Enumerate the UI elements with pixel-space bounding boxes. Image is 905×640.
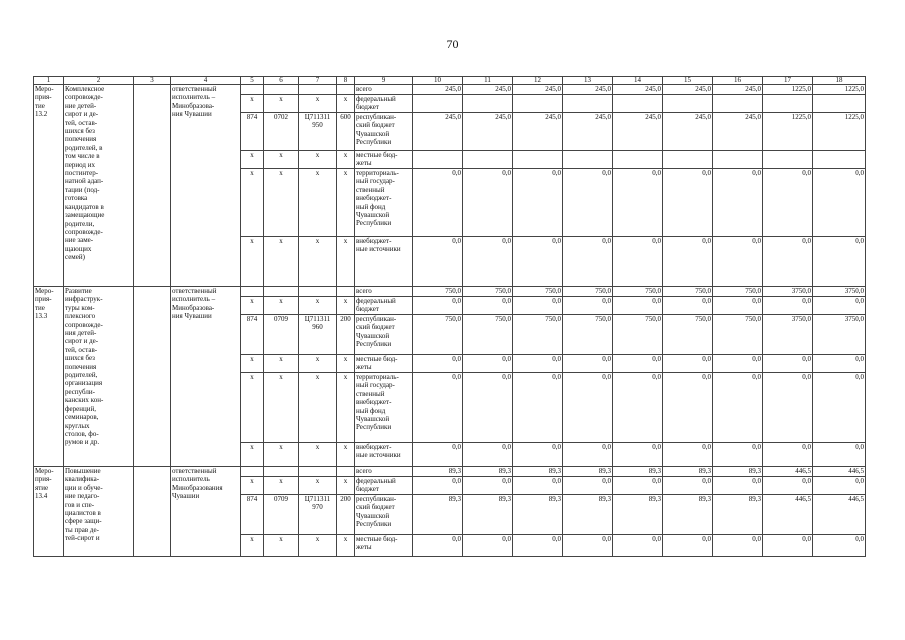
amount-cell: 0,0: [663, 477, 713, 495]
expense-type-code: 600: [337, 113, 355, 151]
section-code: x: [264, 237, 299, 287]
amount-cell: 89,3: [413, 495, 463, 535]
admin-code: 874: [241, 113, 264, 151]
target-code: x: [299, 151, 337, 169]
column-number-14: 14: [613, 77, 663, 85]
amount-cell: 750,0: [563, 315, 613, 355]
amount-cell: 1225,0: [813, 113, 866, 151]
amount-cell: 750,0: [463, 287, 513, 297]
amount-cell: 245,0: [713, 85, 763, 95]
amount-cell: 0,0: [713, 237, 763, 287]
amount-cell: 3750,0: [813, 287, 866, 297]
funding-source: федеральный бюджет: [355, 95, 413, 113]
amount-cell: 89,3: [463, 495, 513, 535]
amount-cell: 0,0: [513, 535, 563, 557]
column-number-9: 9: [355, 77, 413, 85]
amount-cell: 0,0: [513, 373, 563, 443]
amount-cell: 0,0: [663, 237, 713, 287]
amount-cell: 0,0: [613, 237, 663, 287]
target-code: Ц711311 950: [299, 113, 337, 151]
amount-cell: 0,0: [813, 355, 866, 373]
funding-source: территориаль- ный государ- ственный внебюджет- ный фонд Чувашской Республики: [355, 169, 413, 237]
amount-cell: [563, 95, 613, 113]
amount-cell: 0,0: [463, 297, 513, 315]
section-code: x: [264, 151, 299, 169]
section-code: [264, 287, 299, 297]
amount-cell: 89,3: [663, 467, 713, 477]
amount-cell: 750,0: [563, 287, 613, 297]
amount-cell: 245,0: [463, 85, 513, 95]
amount-cell: 89,3: [663, 495, 713, 535]
funding-source: местные бюд- жеты: [355, 151, 413, 169]
column-number-11: 11: [463, 77, 513, 85]
amount-cell: 89,3: [563, 467, 613, 477]
amount-cell: 89,3: [463, 467, 513, 477]
target-code: [299, 85, 337, 95]
amount-cell: [513, 95, 563, 113]
funding-source: республикан- ский бюджет Чувашской Республики: [355, 495, 413, 535]
admin-code: x: [241, 297, 264, 315]
section-code: x: [264, 443, 299, 467]
amount-cell: 0,0: [813, 373, 866, 443]
amount-cell: 3750,0: [763, 315, 813, 355]
amount-cell: 0,0: [413, 169, 463, 237]
amount-cell: 0,0: [663, 535, 713, 557]
target-code: Ц711311 970: [299, 495, 337, 535]
amount-cell: 0,0: [813, 297, 866, 315]
amount-cell: 3750,0: [813, 315, 866, 355]
amount-cell: 0,0: [513, 297, 563, 315]
amount-cell: 750,0: [413, 287, 463, 297]
column-3-empty: [134, 287, 171, 467]
header-row: [34, 77, 866, 85]
amount-cell: 446,5: [763, 467, 813, 477]
amount-cell: 0,0: [613, 535, 663, 557]
section-code: [264, 85, 299, 95]
amount-cell: 245,0: [513, 113, 563, 151]
amount-cell: 89,3: [613, 495, 663, 535]
amount-cell: 750,0: [613, 287, 663, 297]
amount-cell: 0,0: [663, 297, 713, 315]
column-number-10: 10: [413, 77, 463, 85]
amount-cell: 0,0: [563, 535, 613, 557]
section-code: 0702: [264, 113, 299, 151]
amount-cell: 0,0: [763, 373, 813, 443]
target-code: x: [299, 237, 337, 287]
amount-cell: 0,0: [763, 237, 813, 287]
expense-type-code: 200: [337, 315, 355, 355]
amount-cell: 0,0: [613, 169, 663, 237]
funding-source: местные бюд- жеты: [355, 355, 413, 373]
amount-cell: 0,0: [513, 443, 563, 467]
funding-source: всего: [355, 85, 413, 95]
column-number-2: 2: [64, 77, 134, 85]
column-number-5: 5: [241, 77, 264, 85]
expense-type-code: x: [337, 443, 355, 467]
admin-code: [241, 467, 264, 477]
amount-cell: 750,0: [463, 315, 513, 355]
amount-cell: 750,0: [713, 287, 763, 297]
amount-cell: 0,0: [413, 297, 463, 315]
amount-cell: 0,0: [463, 535, 513, 557]
funding-source: республикан- ский бюджет Чувашской Республики: [355, 315, 413, 355]
amount-cell: 245,0: [563, 85, 613, 95]
amount-cell: [613, 95, 663, 113]
column-number-16: 16: [713, 77, 763, 85]
column-number-13: 13: [563, 77, 613, 85]
amount-cell: 1225,0: [763, 113, 813, 151]
responsible-executor: ответственный исполнитель – Минобразова- ния Чувашии: [171, 287, 241, 467]
amount-cell: [413, 151, 463, 169]
expense-type-code: [337, 467, 355, 477]
amount-cell: 446,5: [763, 495, 813, 535]
amount-cell: 750,0: [613, 315, 663, 355]
admin-code: 874: [241, 495, 264, 535]
amount-cell: 89,3: [563, 495, 613, 535]
amount-cell: 0,0: [713, 373, 763, 443]
column-3-empty: [134, 467, 171, 557]
funding-source: местные бюд- жеты: [355, 535, 413, 557]
expense-type-code: 200: [337, 495, 355, 535]
target-code: Ц711311 960: [299, 315, 337, 355]
budget-table: [33, 76, 866, 557]
funding-source: всего: [355, 287, 413, 297]
amount-cell: [763, 151, 813, 169]
amount-cell: 0,0: [413, 373, 463, 443]
table-row: [34, 287, 866, 297]
section-code: x: [264, 355, 299, 373]
admin-code: x: [241, 443, 264, 467]
expense-type-code: x: [337, 237, 355, 287]
section-code: x: [264, 169, 299, 237]
funding-source: территориаль- ный государ- ственный внебюджет- ный фонд Чувашской Республики: [355, 373, 413, 443]
amount-cell: 0,0: [813, 477, 866, 495]
amount-cell: 89,3: [513, 495, 563, 535]
amount-cell: 0,0: [663, 443, 713, 467]
column-number-8: 8: [337, 77, 355, 85]
target-code: x: [299, 95, 337, 113]
amount-cell: [813, 95, 866, 113]
amount-cell: 245,0: [663, 85, 713, 95]
admin-code: [241, 85, 264, 95]
expense-type-code: [337, 287, 355, 297]
activity-name: Развитие инфраструк- туры ком- плексного сопровожде- ния детей- сирот и де- тей, остав- шихся без попечения родителей, организация республи- канских кон- ференций, семинаров, круглых столов, фо- румов и др.: [64, 287, 134, 467]
amount-cell: 245,0: [613, 113, 663, 151]
column-3-empty: [134, 85, 171, 287]
amount-cell: 245,0: [663, 113, 713, 151]
amount-cell: 1225,0: [763, 85, 813, 95]
amount-cell: [513, 151, 563, 169]
section-code: 0709: [264, 495, 299, 535]
column-number-1: 1: [34, 77, 64, 85]
amount-cell: 0,0: [563, 169, 613, 237]
funding-source: федеральный бюджет: [355, 297, 413, 315]
amount-cell: 750,0: [713, 315, 763, 355]
amount-cell: [813, 151, 866, 169]
amount-cell: 0,0: [563, 297, 613, 315]
column-number-3: 3: [134, 77, 171, 85]
admin-code: x: [241, 151, 264, 169]
amount-cell: 0,0: [813, 169, 866, 237]
amount-cell: 0,0: [763, 443, 813, 467]
admin-code: x: [241, 535, 264, 557]
admin-code: x: [241, 477, 264, 495]
target-code: x: [299, 169, 337, 237]
table-row: [34, 467, 866, 477]
amount-cell: 0,0: [613, 477, 663, 495]
amount-cell: [413, 95, 463, 113]
amount-cell: 446,5: [813, 495, 866, 535]
admin-code: x: [241, 237, 264, 287]
target-code: x: [299, 443, 337, 467]
amount-cell: 245,0: [613, 85, 663, 95]
amount-cell: 0,0: [813, 237, 866, 287]
target-code: x: [299, 297, 337, 315]
amount-cell: 245,0: [513, 85, 563, 95]
amount-cell: 0,0: [413, 443, 463, 467]
admin-code: x: [241, 95, 264, 113]
funding-source: внебюджет- ные источники: [355, 443, 413, 467]
amount-cell: 0,0: [813, 443, 866, 467]
amount-cell: 0,0: [663, 355, 713, 373]
amount-cell: 0,0: [713, 535, 763, 557]
amount-cell: 0,0: [713, 297, 763, 315]
column-number-15: 15: [663, 77, 713, 85]
amount-cell: 89,3: [513, 467, 563, 477]
target-code: x: [299, 535, 337, 557]
amount-cell: 0,0: [713, 355, 763, 373]
amount-cell: 89,3: [413, 467, 463, 477]
column-number-17: 17: [763, 77, 813, 85]
amount-cell: 750,0: [663, 315, 713, 355]
target-code: [299, 287, 337, 297]
table-row: [34, 85, 866, 95]
target-code: x: [299, 355, 337, 373]
column-number-18: 18: [813, 77, 866, 85]
expense-type-code: x: [337, 151, 355, 169]
amount-cell: [763, 95, 813, 113]
amount-cell: 0,0: [513, 237, 563, 287]
amount-cell: 0,0: [613, 297, 663, 315]
activity-id: Меро- прия- тие 13.3: [34, 287, 64, 467]
amount-cell: 0,0: [413, 355, 463, 373]
amount-cell: 0,0: [763, 477, 813, 495]
amount-cell: 0,0: [463, 355, 513, 373]
funding-source: федеральный бюджет: [355, 477, 413, 495]
amount-cell: 245,0: [463, 113, 513, 151]
amount-cell: 89,3: [713, 467, 763, 477]
expense-type-code: x: [337, 95, 355, 113]
activity-name: Повышение квалифика- ции и обуче- ние педаго- гов и спе- циалистов в сфере защи- ты прав де- тей-сирот и: [64, 467, 134, 557]
target-code: x: [299, 373, 337, 443]
amount-cell: 0,0: [813, 535, 866, 557]
amount-cell: 0,0: [563, 443, 613, 467]
section-code: x: [264, 535, 299, 557]
amount-cell: 0,0: [513, 169, 563, 237]
amount-cell: [463, 151, 513, 169]
amount-cell: 89,3: [613, 467, 663, 477]
amount-cell: 1225,0: [813, 85, 866, 95]
amount-cell: 0,0: [463, 477, 513, 495]
column-number-7: 7: [299, 77, 337, 85]
amount-cell: 0,0: [563, 355, 613, 373]
amount-cell: 0,0: [713, 169, 763, 237]
amount-cell: 0,0: [463, 169, 513, 237]
amount-cell: 0,0: [763, 355, 813, 373]
admin-code: [241, 287, 264, 297]
amount-cell: 750,0: [513, 287, 563, 297]
expense-type-code: x: [337, 355, 355, 373]
amount-cell: 0,0: [563, 373, 613, 443]
section-code: 0709: [264, 315, 299, 355]
expense-type-code: x: [337, 373, 355, 443]
amount-cell: 0,0: [713, 477, 763, 495]
amount-cell: 245,0: [563, 113, 613, 151]
responsible-executor: ответственный исполнитель Минобразования Чувашии: [171, 467, 241, 557]
column-number-4: 4: [171, 77, 241, 85]
amount-cell: 0,0: [613, 355, 663, 373]
amount-cell: 89,3: [713, 495, 763, 535]
amount-cell: [463, 95, 513, 113]
funding-source: внебюджет- ные источники: [355, 237, 413, 287]
admin-code: x: [241, 355, 264, 373]
amount-cell: 245,0: [413, 85, 463, 95]
amount-cell: 0,0: [513, 477, 563, 495]
responsible-executor: ответственный исполнитель – Минобразова- ния Чувашии: [171, 85, 241, 287]
expense-type-code: x: [337, 477, 355, 495]
expense-type-code: [337, 85, 355, 95]
amount-cell: 0,0: [413, 535, 463, 557]
amount-cell: 245,0: [413, 113, 463, 151]
amount-cell: [663, 95, 713, 113]
amount-cell: 0,0: [513, 355, 563, 373]
amount-cell: 0,0: [563, 477, 613, 495]
section-code: [264, 467, 299, 477]
activity-id: Меро- прия- ятие 13.4: [34, 467, 64, 557]
section-code: x: [264, 373, 299, 443]
amount-cell: 245,0: [713, 113, 763, 151]
amount-cell: 0,0: [763, 535, 813, 557]
activity-name: Комплексное сопровожде- ние детей- сирот и де- тей, остав- шихся без попечения родителей, в том числе в период их постинтер- натной адап- тации (под- готовка кандидатов в замещающие родители, сопровожде- ние заме- щающих семей): [64, 85, 134, 287]
amount-cell: 0,0: [413, 237, 463, 287]
amount-cell: 0,0: [613, 373, 663, 443]
admin-code: 874: [241, 315, 264, 355]
expense-type-code: x: [337, 535, 355, 557]
funding-source: республикан- ский бюджет Чувашской Республики: [355, 113, 413, 151]
expense-type-code: x: [337, 169, 355, 237]
column-number-6: 6: [264, 77, 299, 85]
amount-cell: 0,0: [563, 237, 613, 287]
amount-cell: [613, 151, 663, 169]
admin-code: x: [241, 373, 264, 443]
section-code: x: [264, 297, 299, 315]
amount-cell: 0,0: [663, 169, 713, 237]
amount-cell: 0,0: [663, 373, 713, 443]
amount-cell: [713, 95, 763, 113]
amount-cell: 0,0: [413, 477, 463, 495]
page-number: 70: [446, 37, 459, 51]
amount-cell: 750,0: [663, 287, 713, 297]
amount-cell: 0,0: [463, 237, 513, 287]
amount-cell: 0,0: [613, 443, 663, 467]
amount-cell: 750,0: [513, 315, 563, 355]
amount-cell: 0,0: [763, 297, 813, 315]
amount-cell: [713, 151, 763, 169]
target-code: x: [299, 477, 337, 495]
amount-cell: 446,5: [813, 467, 866, 477]
column-number-12: 12: [513, 77, 563, 85]
amount-cell: 0,0: [463, 443, 513, 467]
amount-cell: 0,0: [463, 373, 513, 443]
amount-cell: [663, 151, 713, 169]
section-code: x: [264, 95, 299, 113]
target-code: [299, 467, 337, 477]
section-code: x: [264, 477, 299, 495]
funding-source: всего: [355, 467, 413, 477]
amount-cell: [563, 151, 613, 169]
amount-cell: 0,0: [763, 169, 813, 237]
activity-id: Меро- прия- тие 13.2: [34, 85, 64, 287]
admin-code: x: [241, 169, 264, 237]
amount-cell: 3750,0: [763, 287, 813, 297]
amount-cell: 0,0: [713, 443, 763, 467]
expense-type-code: x: [337, 297, 355, 315]
amount-cell: 750,0: [413, 315, 463, 355]
